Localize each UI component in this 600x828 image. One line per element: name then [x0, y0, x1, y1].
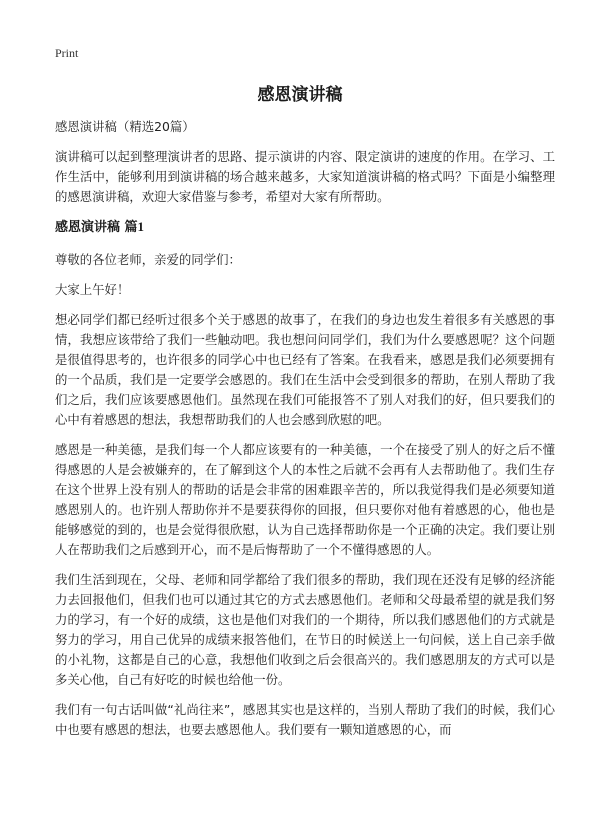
document-subtitle: 感恩演讲稿（精选20篇） [55, 119, 195, 134]
salutation: 尊敬的各位老师，亲爱的同学们： [55, 252, 241, 267]
body-paragraph: 我们有一句古话叫做“礼尚往来”，感恩其实也是这样的，当别人帮助了我们的时候，我们心中也要有感恩的想法，也要去感恩他人。我们要有一颗知道感恩的心，而 [55, 702, 555, 737]
section-heading [55, 217, 555, 238]
print-link[interactable]: Print [55, 46, 79, 60]
greeting: 大家上午好！ [55, 282, 130, 297]
body-paragraph: 我们生活到现在，父母、老师和同学都给了我们很多的帮助，我们现在还没有足够的经济能力去回报他们，但我们也可以通过其它的方式去感恩他们。老师和父母最希望的就是我们努力的学习，有一个好的成绩，这也是他们对我们的一个期待，所以我们感恩他们的方式就是努力的学习，用自己优异的成绩来报答他们，在节日的时候送上一句问候，送上自己亲手做的小礼物，这都是自己的心意，我想他们收到之后会很高兴的。我们感恩朋友的方式可以是多关心他，自己有好吃的时候也给他一份。 [55, 572, 555, 687]
section-heading-number: 1 [137, 219, 145, 234]
section-heading-text: 感恩演讲稿 篇 [55, 220, 138, 235]
intro-paragraph: 演讲稿可以起到整理演讲者的思路、提示演讲的内容、限定演讲的速度的作用。在学习、工作生活中，能够利用到演讲稿的场合越来越多，大家知道演讲稿的格式吗？下面是小编整理的感恩演讲稿，欢迎大家借鉴与参考，希望对大家有所帮助。 [55, 149, 555, 204]
document-body [55, 117, 555, 750]
page-title: 感恩演讲稿 [257, 85, 343, 105]
body-paragraph: 感恩是一种美德，是我们每一个人都应该要有的一种美德，一个在接受了别人的好之后不懂得感恩的人是会被嫌弃的，在了解到这个人的本性之后就不会再有人去帮助他了。我们生存在这个世界上没有别人的帮助的话是会非常的困难跟辛苦的，所以我觉得我们是必须要知道感恩别人的。也许别人帮助你并不是要获得你的回报，但只要你对他有着感恩的心，他也是能够感觉的到的，也是会觉得很欣慰，认为自己选择帮助你是一个正确的决定。我们要让别人在帮助我们之后感到开心，而不是后悔帮助了一个不懂得感恩的人。 [55, 442, 555, 557]
body-paragraph: 想必同学们都已经听过很多个关于感恩的故事了，在我们的身边也发生着很多有关感恩的事情，我想应该带给了我们一些触动吧。我也想问问同学们，我们为什么要感恩呢？这个问题是很值得思考的，也许很多的同学心中也已经有了答案。在我看来，感恩是我们必须要拥有的一个品质，我们是一定要学会感恩的。我们在生活中会受到很多的帮助，在别人帮助了我们之后，我们应该要感恩他们。虽然现在我们可能报答不了别人对我们的好，但只要我们的心中有着感恩的想法，我想帮助我们的人也会感到欣慰的吧。 [55, 312, 555, 427]
